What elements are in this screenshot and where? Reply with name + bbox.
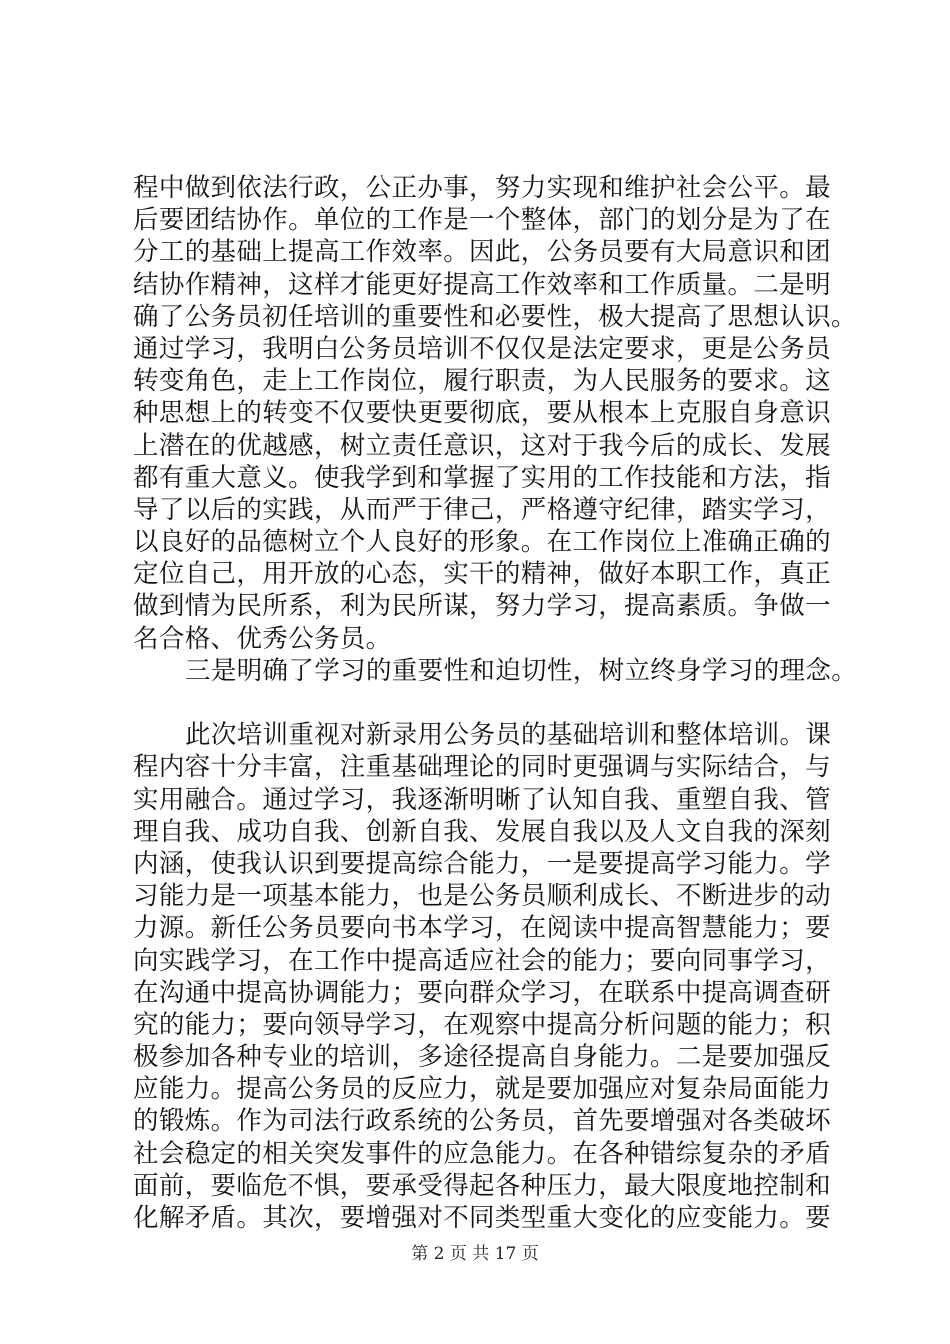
- paragraph-3: [133, 719, 853, 1234]
- text-line: 向实践学习，在工作中提高适应社会的能力；要向同事学习，: [133, 945, 831, 976]
- page-number-footer: 第 2 页 共 17 页: [411, 1244, 539, 1264]
- text-line: 习能力是一项基本能力，也是公务员顺利成长、不断进步的动: [133, 881, 831, 912]
- text-line: 面前，要临危不惧，要承受得起各种压力，最大限度地控制和: [133, 1170, 831, 1201]
- text-line: 化解矛盾。其次，要增强对不同类型重大变化的应变能力。要: [133, 1203, 831, 1233]
- text-line: 三是明确了学习的重要性和迫切性，树立终身学习的理念。: [185, 655, 858, 686]
- text-line: 转变角色，走上工作岗位，履行职责，为人民服务的要求。这: [133, 366, 831, 397]
- text-line: 通过学习，我明白公务员培训不仅仅是法定要求，更是公务员: [133, 333, 831, 364]
- text-line: 理自我、成功自我、创新自我、发展自我以及人文自我的深刻: [133, 816, 831, 847]
- text-line: 以良好的品德树立个人良好的形象。在工作岗位上准确正确的: [133, 527, 831, 558]
- text-line: 上潜在的优越感，树立责任意识，这对于我今后的成长、发展: [133, 430, 831, 461]
- text-line: 程内容十分丰富，注重基础理论的同时更强调与实际结合，与: [133, 752, 831, 783]
- text-line: 后要团结协作。单位的工作是一个整体，部门的划分是为了在: [133, 205, 831, 236]
- text-line: 究的能力；要向领导学习，在观察中提高分析问题的能力；积: [133, 1009, 831, 1040]
- text-line: 实用融合。通过学习，我逐渐明晰了认知自我、重塑自我、管: [133, 784, 831, 815]
- text-line: 导了以后的实践，从而严于律己，严格遵守纪律，踏实学习，: [133, 494, 831, 525]
- text-line: 定位自己，用开放的心态，实干的精神，做好本职工作，真正: [133, 559, 831, 590]
- text-line: 社会稳定的相关突发事件的应急能力。在各种错综复杂的矛盾: [133, 1138, 831, 1169]
- paragraph-2: [133, 655, 858, 687]
- text-line: 力源。新任公务员要向书本学习，在阅读中提高智慧能力；要: [133, 913, 831, 944]
- text-line: 极参加各种专业的培训，多途径提高自身能力。二是要加强反: [133, 1042, 831, 1073]
- paragraph-gap: [133, 687, 853, 719]
- text-line: 内涵，使我认识到要提高综合能力，一是要提高学习能力。学: [133, 848, 831, 879]
- text-line: 在沟通中提高协调能力；要向群众学习，在联系中提高调查研: [133, 977, 831, 1008]
- text-line: 确了公务员初任培训的重要性和必要性，极大提高了思想认识。: [133, 301, 857, 332]
- text-line: 都有重大意义。使我学到和掌握了实用的工作技能和方法，指: [133, 462, 831, 493]
- text-line: 分工的基础上提高工作效率。因此，公务员要有大局意识和团: [133, 237, 831, 268]
- text-line: 应能力。提高公务员的反应力，就是要加强应对复杂局面能力: [133, 1074, 831, 1105]
- text-line: 此次培训重视对新录用公务员的基础培训和整体培训。课: [185, 720, 832, 751]
- text-line: 的锻炼。作为司法行政系统的公务员，首先要增强对各类破坏: [133, 1106, 831, 1137]
- text-line: 种思想上的转变不仅要快更要彻底，要从根本上克服自身意识: [133, 398, 831, 429]
- text-line: 做到情为民所系，利为民所谋，努力学习，提高素质。争做一: [133, 591, 831, 622]
- paragraph-1: [133, 172, 857, 655]
- text-line: 结协作精神，这样才能更好提高工作效率和工作质量。二是明: [133, 269, 831, 300]
- text-line: 程中做到依法行政，公正办事，努力实现和维护社会公平。最: [133, 173, 831, 203]
- text-line: 名合格、优秀公务员。: [133, 623, 392, 654]
- document-body: [133, 172, 858, 1234]
